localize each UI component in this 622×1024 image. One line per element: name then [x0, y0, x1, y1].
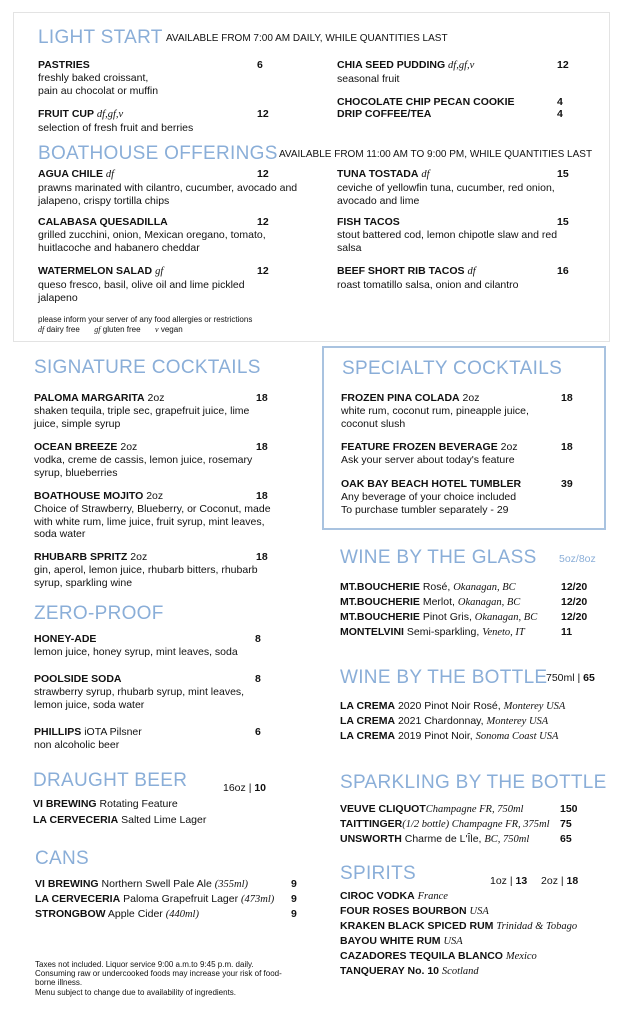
wine-glass-sizes: 5oz/8oz	[559, 553, 596, 565]
list-item	[35, 908, 199, 922]
footer-notes	[35, 960, 285, 997]
list-item	[340, 920, 577, 934]
item-desc: non alcoholic beer	[34, 738, 120, 751]
item-price: 9	[291, 893, 297, 905]
item-name: PASTRIES	[38, 59, 90, 71]
item-desc: queso fresco, basil, olive oil and lime pickled jalapeno	[38, 278, 245, 304]
diet-tag: df,gf,v	[448, 60, 475, 71]
item-region: BC, 750ml	[484, 834, 530, 845]
item-name: LA CREMA	[340, 700, 396, 712]
item-name: MT.BOUCHERIE	[340, 596, 420, 608]
list-item	[340, 611, 537, 625]
item-region: Okanagan, BC	[474, 612, 538, 623]
item-region: Okanagan, BC	[457, 597, 521, 608]
item-price: 18	[256, 490, 268, 502]
wine-bottle-title: WINE BY THE BOTTLE	[340, 667, 548, 688]
item-name: CHIA SEED PUDDING	[337, 59, 446, 71]
spirits-size: 1oz	[490, 875, 507, 887]
footer-note: Taxes not included. Liquor service 9:00 a.m.to 9:45 p.m. daily.	[35, 960, 254, 969]
menu-item	[337, 216, 562, 254]
item-price: 18	[256, 441, 268, 453]
item-desc: vodka, creme de cassis, lemon juice, rosemary syrup, blueberries	[34, 453, 253, 479]
item-price: 12	[557, 59, 569, 71]
item-price: 39	[561, 478, 573, 490]
item-name: CALABASA QUESADILLA	[38, 216, 168, 228]
item-price: 6	[255, 726, 261, 738]
item-desc: grilled zucchini, onion, Mexican oregano, tomato, huitlacoche and habanero cheddar	[38, 228, 266, 254]
item-name: FRUIT CUP	[38, 108, 94, 120]
item-name: VEUVE CLIQUOT	[340, 803, 426, 815]
spirits-price: 18	[566, 875, 579, 887]
item-desc: strawberry syrup, rhubarb syrup, mint leaves, lemon juice, soda water	[34, 685, 245, 711]
list-item	[340, 905, 489, 919]
item-desc: pain au chocolat or muffin	[38, 84, 159, 97]
diet-tag: df	[467, 266, 476, 277]
light-start-title: LIGHT START	[38, 27, 163, 48]
menu-item	[34, 490, 284, 541]
wine-glass-title: WINE BY THE GLASS	[340, 547, 537, 568]
item-price: 150	[560, 803, 578, 815]
item-origin: USA	[469, 906, 489, 917]
diet-tag: gf	[155, 266, 164, 277]
item-name: VI BREWING	[35, 878, 99, 890]
menu-item	[341, 478, 556, 516]
boathouse-availability: AVAILABLE FROM 11:00 AM TO 9:00 PM, WHILE QUANTITIES LAST	[279, 149, 593, 160]
item-name: LA CREMA	[340, 715, 396, 727]
item-size: 2oz	[147, 392, 165, 404]
item-name: TANQUERAY No. 10	[340, 965, 439, 977]
item-size: 2oz	[462, 392, 480, 404]
footer-note: Consuming raw or undercooked foods may increase your risk of food-borne illness.	[35, 969, 282, 988]
legend-code: gf	[94, 325, 101, 334]
menu-item	[34, 726, 274, 752]
list-item	[340, 935, 463, 949]
list-item	[340, 833, 529, 847]
spirits-size: 2oz	[541, 875, 558, 887]
list-item	[340, 818, 550, 832]
legend-label: dairy free	[46, 325, 80, 334]
menu-item	[34, 551, 284, 589]
item-desc: lemon juice, honey syrup, mint leaves, soda	[34, 645, 238, 658]
item-desc: roast tomatillo salsa, onion and cilantro	[337, 278, 519, 291]
item-size: 2oz	[500, 441, 518, 453]
item-name: CAZADORES TEQUILA BLANCO	[340, 950, 503, 962]
diet-tag: df,gf,v	[96, 109, 124, 120]
item-region: Veneto, IT	[482, 627, 525, 638]
item-price: 12/20	[561, 596, 588, 608]
item-region: Monterey USA	[503, 701, 566, 712]
item-name: KRAKEN BLACK SPICED RUM	[340, 920, 494, 932]
item-name: BEEF SHORT RIB TACOS	[337, 265, 465, 277]
menu-item	[34, 633, 274, 659]
item-name: LA CERVECERIA	[33, 814, 119, 826]
item-price: 12/20	[561, 581, 588, 593]
item-detail: 2021 Chardonnay,	[397, 715, 484, 727]
menu-item	[337, 59, 557, 86]
diet-tag: df	[105, 169, 115, 180]
item-detail: Apple Cider	[107, 908, 163, 920]
item-name: TUNA TOSTADA	[337, 168, 419, 180]
item-detail: Champagne FR, 750ml	[425, 804, 524, 815]
item-origin: Mexico	[505, 951, 537, 962]
item-name: CHOCOLATE CHIP PECAN COOKIE	[337, 96, 515, 108]
spirits-price: 13	[515, 875, 528, 887]
item-size: (355ml)	[214, 879, 248, 890]
item-desc: gin, aperol, lemon juice, rhubarb bitters, rhubarb syrup, sparkling wine	[34, 563, 258, 589]
menu-item	[341, 392, 556, 430]
diet-legend	[38, 325, 183, 334]
item-region: Monterey USA	[486, 716, 549, 727]
item-price: 4	[557, 108, 563, 120]
item-price: 6	[257, 59, 263, 71]
item-price: 18	[256, 392, 268, 404]
item-desc: To purchase tumbler separately - 29	[341, 503, 509, 516]
legend-code: df	[38, 325, 45, 334]
list-item	[340, 715, 548, 729]
item-detail: 2019 Pinot Noir,	[397, 730, 473, 742]
item-detail: Salted Lime Lager	[121, 814, 207, 826]
list-item	[340, 950, 537, 964]
item-price: 12	[257, 168, 269, 180]
item-price: 9	[291, 878, 297, 890]
list-item	[35, 878, 248, 892]
legend-label: vegan	[160, 325, 183, 334]
item-name: STRONGBOW	[35, 908, 106, 920]
item-detail: Rosé,	[422, 581, 451, 593]
item-price: 12	[257, 108, 269, 120]
draught-price-value: 10	[254, 782, 267, 794]
item-detail: Paloma Grapefruit Lager	[123, 893, 239, 905]
item-price: 15	[557, 216, 569, 228]
item-price: 12	[257, 265, 269, 277]
item-name: RHUBARB SPRITZ	[34, 551, 128, 563]
item-price: 8	[255, 633, 261, 645]
menu-item	[341, 441, 556, 467]
item-detail: Rotating Feature	[99, 798, 178, 810]
zero-proof-title: ZERO-PROOF	[34, 603, 164, 624]
list-item	[340, 596, 520, 610]
item-size: (440ml)	[165, 909, 199, 920]
item-price: 4	[557, 96, 563, 108]
item-price: 15	[557, 168, 569, 180]
item-desc: seasonal fruit	[337, 72, 400, 85]
legend-code: v	[155, 325, 159, 334]
item-detail: Northern Swell Pale Ale	[101, 878, 212, 890]
item-price: 18	[561, 392, 573, 404]
item-desc: Ask your server about today's feature	[341, 453, 515, 466]
wine-bottle-price: 750ml | 65	[546, 672, 595, 684]
item-name: FISH TACOS	[337, 216, 400, 228]
item-name: BAYOU WHITE RUM	[340, 935, 441, 947]
item-detail: Charme de L'Île,	[404, 833, 482, 845]
item-region: Okanagan, BC	[453, 582, 516, 593]
item-name: OAK BAY BEACH HOTEL TUMBLER	[341, 478, 522, 490]
item-detail: Semi-sparkling,	[406, 626, 480, 638]
item-detail: Merlot,	[422, 596, 455, 608]
item-price: 18	[256, 551, 268, 563]
boathouse-title: BOATHOUSE OFFERINGS	[38, 143, 278, 164]
list-item	[340, 965, 479, 979]
signature-cocktails-title: SIGNATURE COCKTAILS	[34, 357, 261, 378]
item-price: 8	[255, 673, 261, 685]
item-detail: Pinot Gris,	[422, 611, 472, 623]
item-size: (473ml)	[241, 894, 275, 905]
bottle-price-value: 65	[583, 672, 595, 684]
item-price: 12	[257, 216, 269, 228]
item-detail: 2020 Pinot Noir Rosé,	[397, 700, 501, 712]
item-name: PHILLIPS	[34, 726, 82, 738]
item-origin: USA	[443, 936, 463, 947]
item-desc: white rum, coconut rum, pineapple juice, coconut slush	[341, 404, 529, 430]
light-start-availability: AVAILABLE FROM 7:00 AM DAILY, WHILE QUANTITIES LAST	[166, 33, 448, 44]
menu-item	[34, 441, 274, 479]
item-name: FOUR ROSES BOURBON	[340, 905, 467, 917]
item-origin: Trinidad & Tobago	[496, 921, 578, 932]
item-origin: France	[417, 891, 448, 902]
item-name: VI BREWING	[33, 798, 97, 810]
item-name: BOATHOUSE MOJITO	[34, 490, 144, 502]
item-desc: Choice of Strawberry, Blueberry, or Coconut, made with white rum, lime juice, fruit syrup, mint leaves, soda water	[34, 502, 271, 541]
item-name: PALOMA MARGARITA	[34, 392, 145, 404]
item-name: HONEY-ADE	[34, 633, 97, 645]
item-name: FEATURE FROZEN BEVERAGE	[341, 441, 498, 453]
item-detail: iOTA Pilsner	[84, 726, 142, 738]
item-size: 2oz	[146, 490, 164, 502]
item-desc: ceviche of yellowfin tuna, cucumber, red onion, avocado and lime	[337, 181, 555, 207]
sparkling-title: SPARKLING BY THE BOTTLE	[340, 772, 607, 793]
item-price: 12/20	[561, 611, 588, 623]
cans-title: CANS	[35, 848, 89, 869]
legend-label: gluten free	[102, 325, 141, 334]
list-item	[340, 626, 525, 640]
item-detail: (1/2 bottle) Champagne FR, 375ml	[402, 819, 550, 830]
draught-beer-title: DRAUGHT BEER	[33, 770, 188, 791]
item-name: MT.BOUCHERIE	[340, 611, 420, 623]
menu-item	[34, 673, 274, 711]
item-price: 65	[560, 833, 572, 845]
item-size: 2oz	[120, 441, 138, 453]
menu-item	[38, 265, 273, 304]
item-name: WATERMELON SALAD	[38, 265, 153, 277]
item-desc: selection of fresh fruit and berries	[38, 121, 194, 134]
item-price: 11	[561, 626, 573, 638]
footer-note: Menu subject to change due to availability of ingredients.	[35, 987, 237, 997]
list-item	[35, 893, 274, 907]
item-desc: prawns marinated with cilantro, cucumber, avocado and jalapeno, crispy tortilla chips	[38, 181, 298, 207]
item-desc: shaken tequila, triple sec, grapefruit juice, lime juice, simple syrup	[34, 404, 250, 430]
item-name: MONTELVINI	[340, 626, 404, 638]
item-price: 9	[291, 908, 297, 920]
menu-item	[38, 59, 268, 97]
menu-item	[38, 108, 268, 135]
item-name: MT.BOUCHERIE	[340, 581, 420, 593]
item-region: Sonoma Coast USA	[475, 731, 559, 742]
spirits-prices: 1oz | 13 2oz | 18	[490, 875, 579, 887]
item-desc: stout battered cod, lemon chipotle slaw and red salsa	[337, 228, 558, 254]
item-size: 2oz	[130, 551, 148, 563]
item-desc: freshly baked croissant,	[38, 71, 149, 84]
item-name: LA CERVECERIA	[35, 893, 121, 905]
diet-tag: df	[421, 169, 430, 180]
item-name: UNSWORTH	[340, 833, 402, 845]
item-name: POOLSIDE SODA	[34, 673, 122, 685]
item-name: AGUA CHILE	[38, 168, 103, 180]
item-name: LA CREMA	[340, 730, 396, 742]
list-item	[33, 814, 206, 827]
item-name: DRIP COFFEE/TEA	[337, 108, 432, 120]
menu-item	[337, 168, 562, 207]
item-origin: Scotland	[441, 966, 479, 977]
item-price: 18	[561, 441, 573, 453]
bottle-size: 750ml	[546, 672, 575, 684]
item-name: OCEAN BREEZE	[34, 441, 118, 453]
specialty-cocktails-title: SPECIALTY COCKTAILS	[342, 358, 563, 379]
item-name: CIROC VODKA	[340, 890, 415, 902]
draught-price: 16oz | 10	[223, 782, 267, 794]
item-name: FROZEN PINA COLADA	[341, 392, 460, 404]
list-item	[340, 803, 523, 817]
list-item	[340, 700, 565, 714]
menu-item	[34, 392, 274, 430]
item-price: 75	[560, 818, 572, 830]
list-item	[340, 890, 448, 904]
spirits-title: SPIRITS	[340, 863, 417, 884]
item-price: 16	[557, 265, 569, 277]
menu-item	[337, 265, 562, 292]
item-desc: Any beverage of your choice included	[341, 490, 517, 503]
item-name: TAITTINGER	[340, 818, 403, 830]
list-item	[340, 730, 558, 744]
allergy-note: please inform your server of any food allergies or restrictions	[38, 315, 253, 324]
list-item	[33, 798, 178, 811]
list-item	[340, 581, 516, 595]
draught-size: 16oz	[223, 782, 246, 794]
